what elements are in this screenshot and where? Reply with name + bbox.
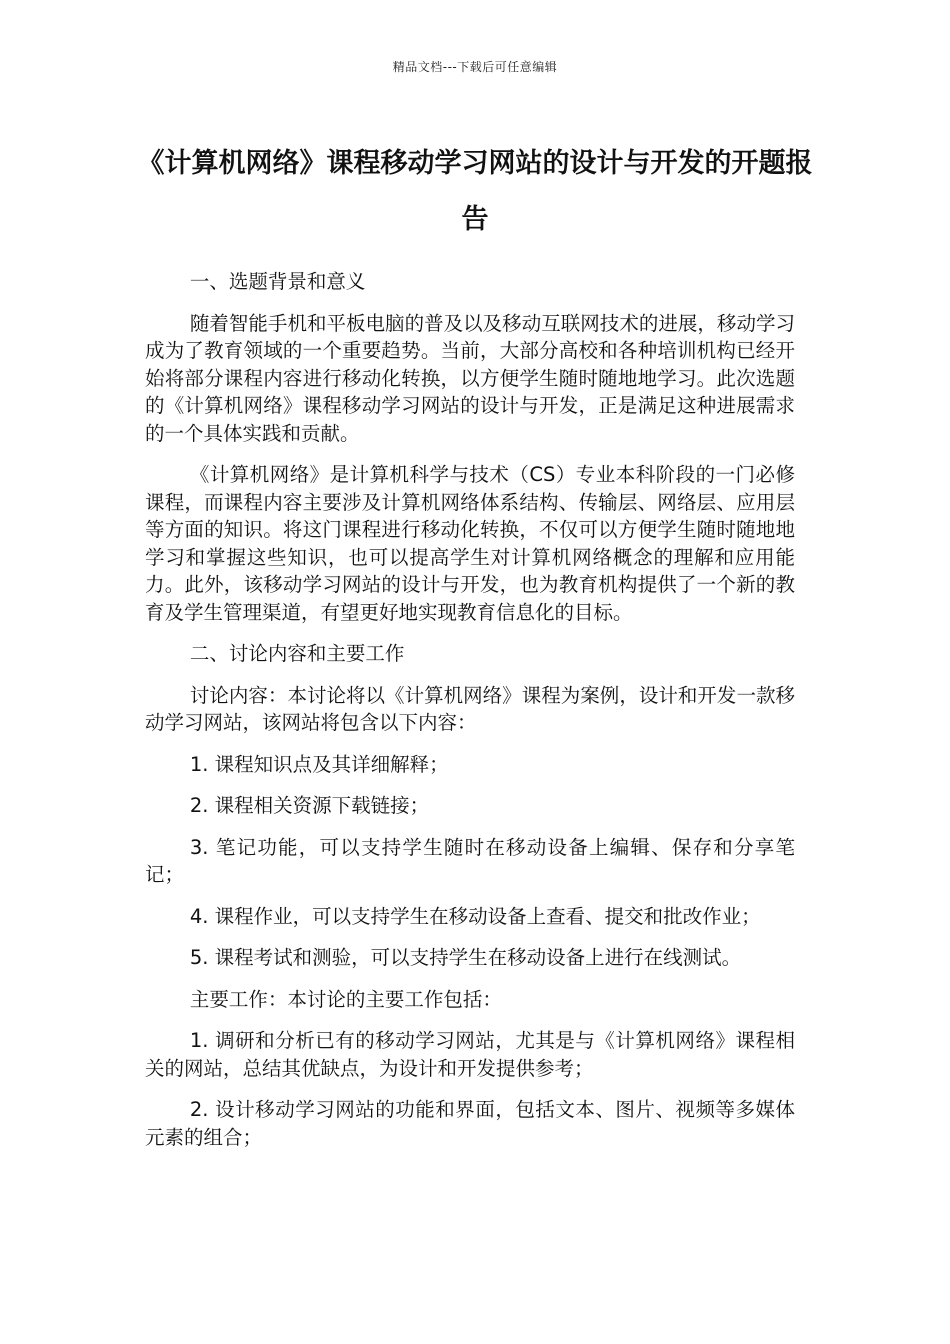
paragraph-background: 随着智能手机和平板电脑的普及以及移动互联网技术的进展，移动学习成为了教育领域的一个重要趋势。当前，大部分高校和各种培训机构已经开始将部分课程内容进行移动化转换，以方便学生随时随地地学习。此次选题的《计算机网络》课程移动学习网站的设计与开发，正是满足这种进展需求的一个具体实践和贡献。: [145, 311, 795, 445]
list-item-content-4: 4. 课程作业，可以支持学生在移动设备上查看、提交和批改作业；: [189, 904, 761, 928]
document-body: [145, 268, 795, 1165]
list-item-content-1: 1. 课程知识点及其详细解释；: [189, 752, 449, 776]
section-heading-background: 一、选题背景和意义: [189, 270, 366, 293]
list-item-work-2: 2. 设计移动学习网站的功能和界面，包括文本、图片、视频等多媒体元素的组合；: [145, 1098, 795, 1149]
list-item-content-5: 5. 课程考试和测验，可以支持学生在移动设备上进行在线测试。: [189, 946, 742, 969]
paragraph-main-work: 主要工作：本讨论的主要工作包括：: [189, 987, 502, 1011]
list-item-content-2: 2. 课程相关资源下载链接；: [189, 794, 430, 817]
document-title: 《计算机网络》课程移动学习网站的设计与开发的开题报告: [137, 148, 813, 235]
list-item-work-1: 1. 调研和分析已有的移动学习网站，尤其是与《计算机网络》课程相关的网站，总结其优缺点，为设计和开发提供参考；: [145, 1029, 795, 1080]
page-header-note: 精品文档---下载后可任意编辑: [392, 60, 558, 74]
section-heading-research: 二、讨论内容和主要工作: [189, 642, 405, 665]
list-item-content-3: 3. 笔记功能，可以支持学生随时在移动设备上编辑、保存和分享笔记；: [145, 835, 795, 886]
paragraph-research-content: 讨论内容：本讨论将以《计算机网络》课程为案例，设计和开发一款移动学习网站，该网站将包含以下内容：: [145, 683, 795, 734]
paragraph-course-intro: 《计算机网络》是计算机科学与技术（CS）专业本科阶段的一门必修课程，而课程内容主要涉及计算机网络体系结构、传输层、网络层、应用层等方面的知识。将这门课程进行移动化转换，不仅可以方便学生随时随地地学习和掌握这些知识，也可以提高学生对计算机网络概念的理解和应用能力。此外，该移动学习网站的设计与开发，也为教育机构提供了一个新的教育及学生管理渠道，有望更好地实现教育信息化的目标。: [145, 463, 795, 624]
